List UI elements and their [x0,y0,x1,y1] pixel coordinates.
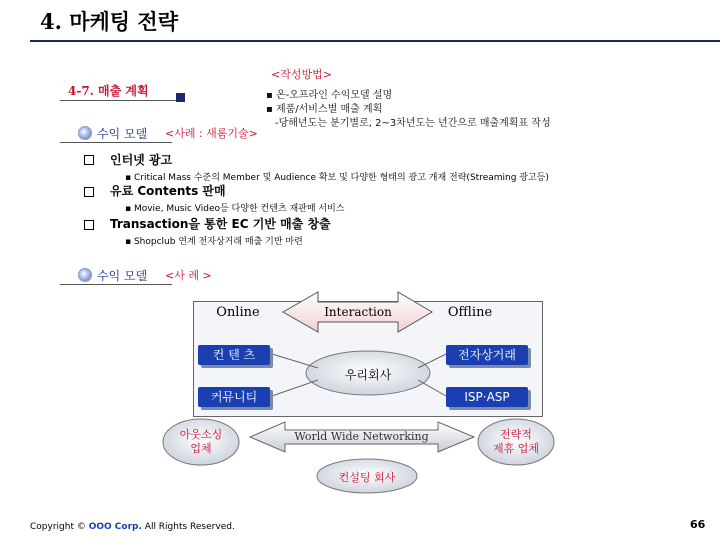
company-name: OOO Corp. [88,522,142,532]
revenue-model-label: 수익 모델 [97,269,148,283]
interaction-label: Interaction [324,305,392,319]
method-item: -당해년도는 분기별로, 2~3차년도는 년간으로 매출계획표 작성 [275,118,551,129]
section-title: 4-7. 매출 계획 [68,84,149,98]
item-heading: Transaction을 통한 EC 기반 매출 창출 [110,217,331,231]
offline-label: Offline [447,305,493,320]
page-title: 4. 마케팅 전략 [40,9,178,34]
item-detail: ▪ Shopclub 연계 전자상거래 매출 기반 마련 [125,237,303,247]
online-label: Online [216,305,260,320]
strategic-label [480,428,552,456]
outsourcing-label [165,428,237,456]
item-detail: ▪ Critical Mass 수준의 Member 및 Audience 확보 및 다양한 형태의 광고 개재 전략(Streaming 광고등) [125,173,549,183]
revenue-model-tag: <사례 : 새롬기술> [165,127,258,140]
connector-line [272,380,318,396]
copyright-prefix: Copyright © [30,522,86,532]
rights-text: All Rights Reserved. [144,522,235,532]
connector-line [418,354,446,368]
connector-line [418,380,446,396]
revenue-model-tag: <사 례 > [165,269,212,282]
item-heading: 유료 Contents 판매 [110,184,226,198]
contents-box: 컨 텐 츠 [198,345,270,365]
center-company-label: 우리회사 [344,368,392,382]
method-item: ▪ 온-오프라인 수익모델 설명 [266,90,393,101]
method-heading: <작성방법> [271,68,332,81]
consulting-label: 컨설팅 회사 [338,471,396,484]
page-number: 66 [690,518,706,531]
ecommerce-box: 전자상거래 [446,345,528,365]
outsourcing-line1: 아웃소싱 [179,428,223,441]
item-heading: 인터넷 광고 [110,153,173,167]
footer [30,522,235,532]
strategic-line1: 전략적 [500,428,532,441]
www-label: World Wide Networking [294,430,429,443]
revenue-model-label: 수익 모델 [97,127,148,141]
isp-asp-box: ISP·ASP [446,387,528,407]
community-box: 커뮤니티 [198,387,270,407]
outsourcing-line2: 업체 [190,442,212,455]
method-item: ▪ 제품/서비스별 매출 계획 [266,104,383,115]
strategic-line2: 제휴 업체 [492,442,539,455]
item-detail: ▪ Movie, Music Video등 다양한 컨텐츠 재판매 서비스 [125,204,345,214]
connector-line [272,354,318,368]
